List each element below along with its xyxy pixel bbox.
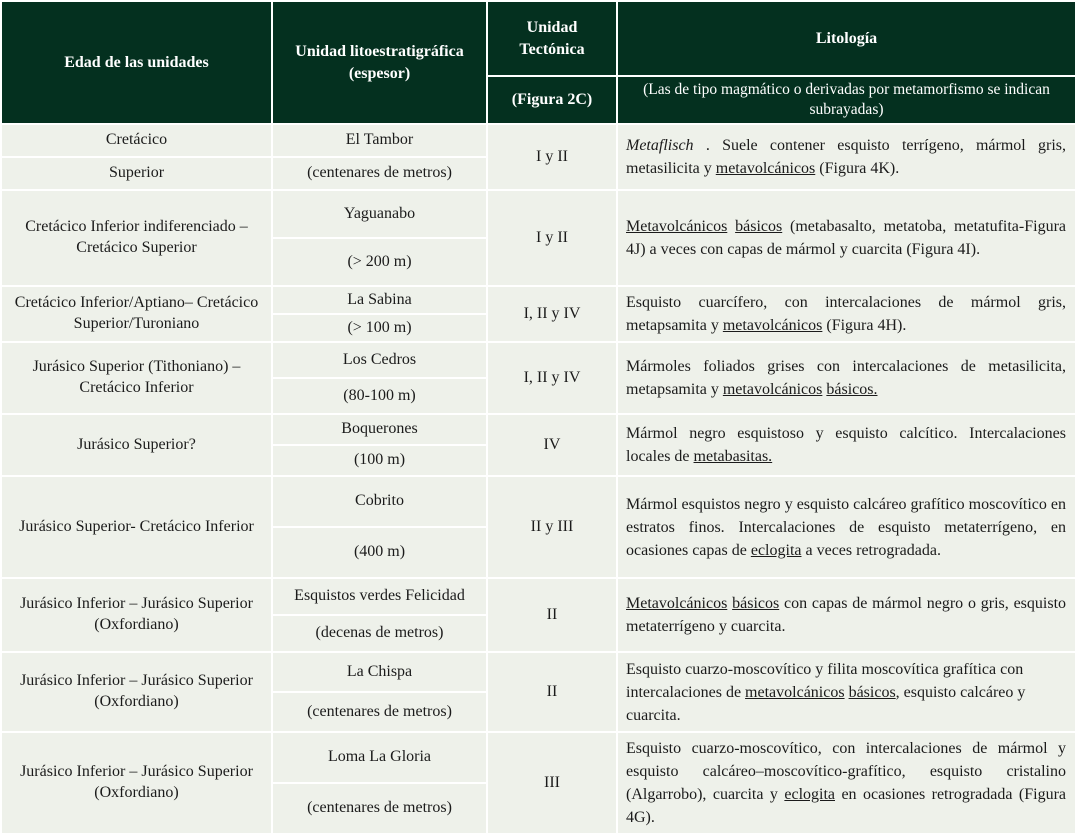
unit-name-cell: Los Cedros (272, 342, 487, 378)
table-row (1, 414, 1075, 445)
unit-name-cell: Esquistos verdes Felicidad (272, 578, 487, 615)
thickness-cell: (> 200 m) (272, 238, 487, 286)
tectonic-cell: IV (487, 414, 617, 476)
lithology-cell: Mármol negro esquistoso y esquisto calcítico. Intercalaciones locales de metabasitas. (617, 414, 1075, 476)
header-age: Edad de las unidades (1, 1, 272, 124)
age-cell: Cretácico Inferior/Aptiano– Cretácico Superior/Turoniano (1, 286, 272, 342)
lithology-cell: Metaflisch . Suele contener esquisto terrígeno, mármol gris, metasilicita y metavolcánicos (Figura 4K). (617, 124, 1075, 190)
thickness-cell: (> 100 m) (272, 314, 487, 342)
header-tectonic-unit: Unidad Tectónica (487, 1, 617, 76)
tectonic-cell: II (487, 578, 617, 652)
lithology-cell: Esquisto cuarzo-moscovítico, con intercalaciones de mármol y esquisto calcáreo–moscovítico-grafítico, esquisto cristalino (Algarrobo), cuarcita y eclogita en ocasiones retrogradada (Figura 4G). (617, 732, 1075, 834)
thickness-cell: (100 m) (272, 445, 487, 476)
thickness-cell: (centenares de metros) (272, 783, 487, 834)
age-cell: Jurásico Superior? (1, 414, 272, 476)
unit-name-cell: Yaguanabo (272, 190, 487, 238)
thickness-cell: (centenares de metros) (272, 157, 487, 190)
lithology-cell: Metavolcánicos básicos con capas de mármol negro o gris, esquisto metaterrígeno y cuarcita. (617, 578, 1075, 652)
header-tectonic-unit-note: (Figura 2C) (487, 76, 617, 124)
unit-name-cell: Boquerones (272, 414, 487, 445)
table-row (1, 732, 1075, 783)
thickness-cell: (centenares de metros) (272, 692, 487, 732)
age-cell: Jurásico Superior (Tithoniano) – Cretácico Inferior (1, 342, 272, 414)
age-cell: Superior (1, 157, 272, 190)
age-cell: Cretácico (1, 124, 272, 157)
age-cell: Jurásico Superior- Cretácico Inferior (1, 476, 272, 578)
table-row (1, 652, 1075, 692)
tectonic-cell: II y III (487, 476, 617, 578)
lithology-cell: Mármol esquistos negro y esquisto calcáreo grafítico moscovítico en estratos finos. Intercalaciones de esquisto metaterrígeno, en ocasiones capas de eclogita a veces retrogradada. (617, 476, 1075, 578)
thickness-cell: (400 m) (272, 527, 487, 578)
age-cell: Jurásico Inferior – Jurásico Superior (Oxfordiano) (1, 578, 272, 652)
header-lithostratigraphic-unit: Unidad litoestratigráfica (espesor) (272, 1, 487, 124)
thickness-cell: (decenas de metros) (272, 615, 487, 652)
table-row (1, 476, 1075, 527)
age-cell: Cretácico Inferior indiferenciado – Cretácico Superior (1, 190, 272, 286)
age-cell: Jurásico Inferior – Jurásico Superior (Oxfordiano) (1, 732, 272, 834)
unit-name-cell: Cobrito (272, 476, 487, 527)
table-row (1, 124, 1075, 157)
tectonic-cell: I y II (487, 124, 617, 190)
unit-name-cell: El Tambor (272, 124, 487, 157)
tectonic-cell: I, II y IV (487, 342, 617, 414)
table-row (1, 342, 1075, 378)
table-row (1, 286, 1075, 314)
tectonic-cell: I y II (487, 190, 617, 286)
lithology-cell: Metavolcánicos básicos (metabasalto, metatoba, metatufita-Figura 4J) a veces con capas de mármol y cuarcita (Figura 4I). (617, 190, 1075, 286)
lithology-cell: Mármoles foliados grises con intercalaciones de metasilicita, metapsamita y metavolcánicos básicos. (617, 342, 1075, 414)
header-lithology: Litología (617, 1, 1075, 76)
table-row (1, 190, 1075, 238)
table-row (1, 578, 1075, 615)
tectonic-cell: I, II y IV (487, 286, 617, 342)
unit-name-cell: La Chispa (272, 652, 487, 692)
lithology-cell: Esquisto cuarcífero, con intercalaciones de mármol gris, metapsamita y metavolcánicos (Figura 4H). (617, 286, 1075, 342)
age-cell: Jurásico Inferior – Jurásico Superior (Oxfordiano) (1, 652, 272, 732)
tectonic-cell: III (487, 732, 617, 834)
tectonic-cell: II (487, 652, 617, 732)
thickness-cell: (80-100 m) (272, 378, 487, 414)
lithology-cell: Esquisto cuarzo-moscovítico y filita moscovítica grafítica con intercalaciones de metavolcánicos básicos, esquisto calcáreo y cuarcita. (617, 652, 1075, 732)
header-lithology-note: (Las de tipo magmático o derivadas por metamorfismo se indican subrayadas) (617, 76, 1075, 124)
unit-name-cell: La Sabina (272, 286, 487, 314)
unit-name-cell: Loma La Gloria (272, 732, 487, 783)
